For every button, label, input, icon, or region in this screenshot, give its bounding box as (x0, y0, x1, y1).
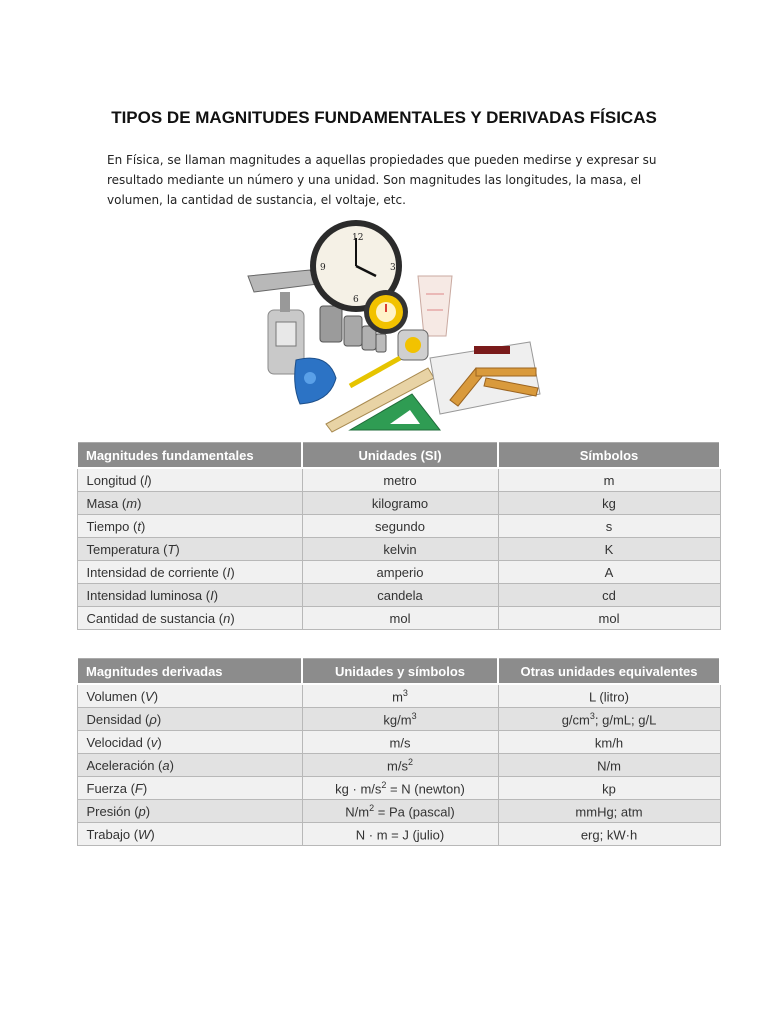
magnitude-name: Velocidad ( (86, 734, 151, 750)
table-row (77, 607, 720, 630)
symbol-cell: m (498, 468, 720, 492)
column-header: Unidades (SI) (302, 443, 498, 469)
magnitude-cell (77, 538, 302, 561)
magnitude-name: Intensidad de corriente ( (86, 564, 227, 580)
magnitude-name: Fuerza ( (86, 780, 135, 796)
column-header: Símbolos (498, 443, 720, 469)
unit-cell: segundo (302, 515, 498, 538)
symbol-cell: A (498, 561, 720, 584)
magnitude-cell (77, 468, 302, 492)
symbol-cell: s (498, 515, 720, 538)
magnitude-paren: ) (156, 711, 162, 727)
svg-text:12: 12 (352, 233, 364, 243)
magnitude-cell (77, 684, 302, 708)
unit-text: kg/m (383, 712, 412, 728)
magnitude-variable: I (210, 587, 214, 603)
magnitude-cell (77, 731, 302, 754)
magnitude-variable: n (223, 610, 231, 626)
table-row (77, 708, 720, 731)
unit-cell: mol (302, 607, 498, 630)
magnitude-name: Tiempo ( (86, 518, 138, 534)
magnitude-variable: m (126, 495, 138, 511)
unit-exponent: 2 (369, 802, 375, 813)
unit-cell: kilogramo (302, 492, 498, 515)
magnitude-paren: ) (147, 472, 152, 488)
magnitude-paren: ) (230, 564, 235, 580)
magnitude-cell (77, 584, 302, 607)
column-header: Otras unidades equivalentes (498, 659, 720, 685)
table-row (77, 584, 720, 607)
magnitude-paren: ) (175, 541, 180, 557)
magnitude-variable: V (145, 688, 154, 704)
equivalent-cell (498, 684, 720, 708)
magnitude-cell (77, 800, 302, 823)
magnitude-paren: ) (157, 734, 162, 750)
table-header-row (77, 443, 720, 469)
table-row (77, 823, 720, 846)
table-row (77, 538, 720, 561)
magnitude-cell (77, 754, 302, 777)
magnitude-cell (77, 708, 302, 731)
equivalent-cell (498, 708, 720, 731)
magnitude-variable: F (134, 780, 143, 796)
magnitude-cell (77, 777, 302, 800)
unit-exponent: 3 (402, 687, 408, 698)
magnitude-variable: I (226, 564, 231, 580)
equivalent-text: N/m (597, 758, 621, 774)
magnitude-cell (77, 561, 302, 584)
blue-fish-icon (295, 358, 336, 404)
unit-text-rest: = N (newton) (386, 781, 465, 797)
unit-cell (302, 800, 498, 823)
unit-text: N · m = J (julio) (355, 827, 445, 843)
magnitude-name: Aceleración ( (86, 757, 163, 773)
table-header-row (77, 659, 720, 685)
unit-text-rest: = Pa (pascal) (374, 804, 455, 820)
unit-cell (302, 684, 498, 708)
equivalent-cell (498, 777, 720, 800)
magnitude-paren: ) (153, 688, 159, 704)
symbol-cell: kg (498, 492, 720, 515)
magnitude-cell (77, 515, 302, 538)
column-header: Magnitudes derivadas (77, 659, 302, 685)
magnitude-name: Volumen ( (86, 688, 146, 704)
derived-magnitudes-table (76, 658, 721, 846)
magnitude-cell (77, 607, 302, 630)
equivalent-cell (498, 754, 720, 777)
symbol-cell: mol (498, 607, 720, 630)
svg-text:3: 3 (390, 263, 396, 273)
magnitude-name: Longitud ( (86, 472, 145, 488)
magnitude-cell (77, 492, 302, 515)
magnitude-paren: ) (137, 495, 142, 511)
measuring-instruments-image (240, 218, 550, 434)
fundamental-magnitudes-table (76, 442, 721, 630)
magnitude-paren: ) (213, 587, 219, 603)
magnitude-variable: W (138, 826, 151, 842)
intro-paragraph: En Física, se llaman magnitudes a aquellas propiedades que pueden medirse y expresar su resultado mediante un número y una unidad. Son magnitudes las longitudes, la masa, el volumen, la cantidad de sustancia, el voltaje, etc. (107, 153, 657, 207)
table-row (77, 468, 720, 492)
unit-cell (302, 777, 498, 800)
symbol-cell: cd (498, 584, 720, 607)
table-row (77, 800, 720, 823)
unit-text: m (392, 689, 403, 705)
unit-cell: candela (302, 584, 498, 607)
equivalent-cell (498, 731, 720, 754)
magnitude-variable: a (162, 757, 170, 773)
magnitude-paren: ) (230, 610, 235, 626)
magnitude-paren: ) (169, 757, 174, 773)
magnitude-cell (77, 823, 302, 846)
magnitude-variable: t (137, 518, 141, 534)
magnitude-name: Presión ( (86, 803, 139, 819)
equivalent-text: km/h (594, 735, 624, 751)
magnitude-paren: ) (145, 803, 151, 819)
unit-exponent: 2 (381, 779, 387, 790)
magnitude-name: Temperatura ( (86, 541, 168, 557)
magnitude-variable: T (167, 541, 176, 557)
unit-cell: metro (302, 468, 498, 492)
equivalent-cell (498, 823, 720, 846)
magnitude-name: Intensidad luminosa ( (86, 587, 211, 603)
digital-scale-icon (430, 342, 540, 414)
equivalent-exponent: 3 (589, 710, 595, 721)
equivalent-text: kp (602, 781, 616, 797)
magnitude-name: Cantidad de sustancia ( (86, 610, 224, 626)
magnitude-paren: ) (142, 780, 148, 796)
table-row (77, 684, 720, 708)
magnitude-name: Masa ( (86, 495, 127, 511)
symbol-cell: K (498, 538, 720, 561)
unit-exponent: 3 (411, 710, 417, 721)
page-title: TIPOS DE MAGNITUDES FUNDAMENTALES Y DERIVADAS FÍSICAS (111, 108, 657, 127)
unit-text: N/m (345, 804, 370, 820)
svg-text:6: 6 (353, 295, 359, 305)
equivalent-text: g/cm (561, 712, 590, 728)
unit-cell: amperio (302, 561, 498, 584)
table-row (77, 561, 720, 584)
equivalent-text: L (litro) (589, 689, 629, 705)
unit-cell (302, 823, 498, 846)
unit-text: kg · m/s (335, 781, 382, 797)
alarm-clock-icon (364, 290, 408, 334)
magnitude-variable: ρ (149, 711, 157, 727)
equivalent-text: erg; kW·h (580, 827, 638, 843)
magnitude-name: Trabajo ( (86, 826, 139, 842)
unit-cell (302, 708, 498, 731)
measuring-glass-icon (418, 276, 452, 336)
column-header: Magnitudes fundamentales (77, 443, 302, 469)
equivalent-cell (498, 800, 720, 823)
unit-text: m/s (387, 758, 408, 774)
magnitude-variable: v (150, 734, 158, 750)
unit-text: m/s (389, 735, 411, 751)
table-row (77, 492, 720, 515)
magnitude-paren: ) (150, 826, 155, 842)
magnitude-paren: ) (140, 518, 146, 534)
unit-cell: kelvin (302, 538, 498, 561)
unit-exponent: 2 (407, 756, 413, 767)
column-header: Unidades y símbolos (302, 659, 498, 685)
svg-text:9: 9 (320, 263, 326, 273)
table-row (77, 777, 720, 800)
magnitude-variable: l (144, 472, 148, 488)
magnitude-name: Densidad ( (86, 711, 150, 727)
magnitude-variable: p (138, 803, 146, 819)
table-row (77, 731, 720, 754)
equivalent-text-rest: ; g/mL; g/L (594, 712, 657, 728)
unit-cell (302, 754, 498, 777)
table-row (77, 754, 720, 777)
equivalent-text: mmHg; atm (575, 804, 643, 820)
table-row (77, 515, 720, 538)
unit-cell (302, 731, 498, 754)
